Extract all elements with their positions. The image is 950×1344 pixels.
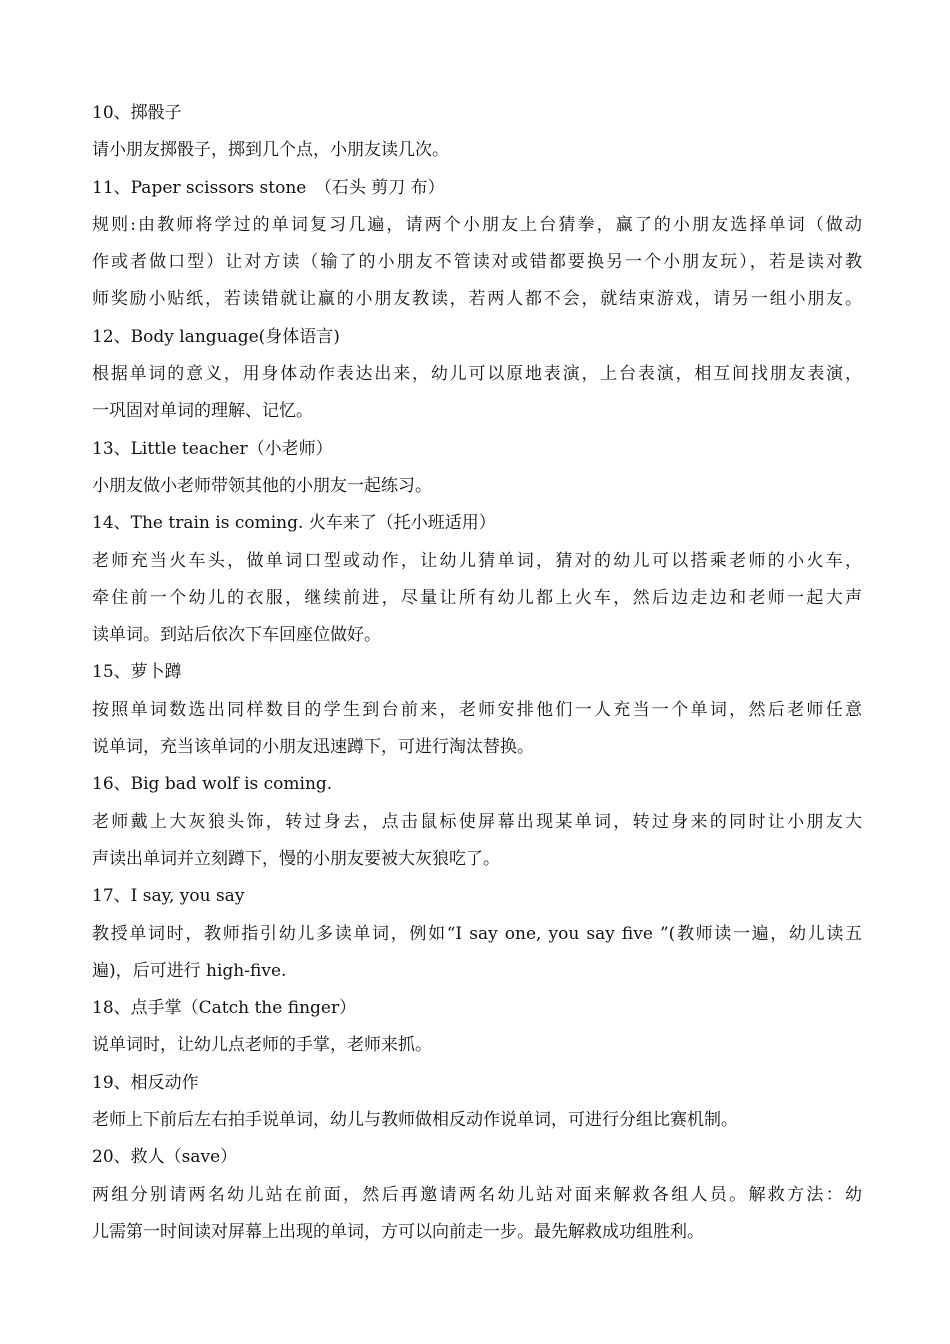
text-line: 按照单词数选出同样数目的学生到台前来，老师安排他们一人充当一个单词，然后老师任意 — [92, 699, 862, 720]
text-line: 声读出单词并立刻蹲下，慢的小朋友要被大灰狼吃了。 — [92, 848, 500, 869]
text-line: 10、掷骰子 — [92, 103, 182, 123]
text-line: 作或者做口型）让对方读（输了的小朋友不管读对或错都要换另一个小朋友玩），若是读对教 — [92, 252, 862, 273]
text-line: 19、相反动作 — [92, 1072, 199, 1093]
text-line: 20、救人（save） — [92, 1147, 238, 1168]
text-line: 15、萝卜蹲 — [92, 662, 182, 683]
text-line: 一巩固对单词的理解、记忆。 — [92, 401, 313, 422]
text-line: 16、Big bad wolf is coming. — [92, 774, 333, 795]
text-line: 17、I say, you say — [92, 886, 245, 907]
text-line: 儿需第一时间读对屏幕上出现的单词，方可以向前走一步。最先解救成功组胜利。 — [92, 1221, 704, 1242]
text-line: 老师充当火车头，做单词口型或动作，让幼儿猜单词，猜对的幼儿可以搭乘老师的小火车， — [92, 550, 862, 571]
text-line: 小朋友做小老师带领其他的小朋友一起练习。 — [92, 475, 432, 496]
text-line: 13、Little teacher（小老师） — [92, 438, 333, 459]
text-line: 12、Body language(身体语言) — [92, 326, 340, 347]
text-line: 请小朋友掷骰子，掷到几个点，小朋友读几次。 — [92, 140, 449, 161]
text-line: 牵住前一个幼儿的衣服，继续前进，尽量让所有幼儿都上火车，然后边走边和老师一起大声 — [92, 587, 862, 608]
text-line: 18、点手掌（Catch the finger） — [92, 998, 357, 1019]
text-line: 规则:由教师将学过的单词复习几遍，请两个小朋友上台猜拳，赢了的小朋友选择单词（做动 — [92, 214, 862, 235]
document-body — [92, 95, 862, 1251]
text-line: 两组分别请两名幼儿站在前面，然后再邀请两名幼儿站对面来解救各组人员。解救方法：幼 — [92, 1184, 862, 1205]
text-line: 遍)，后可进行 high-five. — [92, 960, 287, 981]
text-line: 14、The train is coming. 火车来了（托小班适用） — [92, 513, 496, 534]
text-line: 读单词。到站后依次下车回座位做好。 — [92, 625, 381, 646]
text-line: 根据单词的意义，用身体动作表达出来，幼儿可以原地表演，上台表演，相互间找朋友表演， — [92, 364, 862, 385]
text-line: 说单词，充当该单词的小朋友迅速蹲下，可进行淘汰替换。 — [92, 737, 534, 758]
text-line: 说单词时，让幼儿点老师的手掌，老师来抓。 — [92, 1035, 432, 1056]
text-line: 老师戴上大灰狼头饰，转过身去，点击鼠标使屏幕出现某单词，转过身来的同时让小朋友大 — [92, 811, 862, 832]
text-line: 老师上下前后左右拍手说单词，幼儿与教师做相反动作说单词，可进行分组比赛机制。 — [92, 1110, 738, 1131]
text-line: 师奖励小贴纸，若读错就让赢的小朋友教读，若两人都不会，就结束游戏，请另一组小朋友。 — [92, 289, 862, 310]
text-line: 11、Paper scissors stone （石头 剪刀 布） — [92, 177, 445, 198]
text-line: 教授单词时，教师指引幼儿多读单词，例如“I say one, you say five ”(教师读一遍，幼儿读五 — [92, 923, 862, 944]
